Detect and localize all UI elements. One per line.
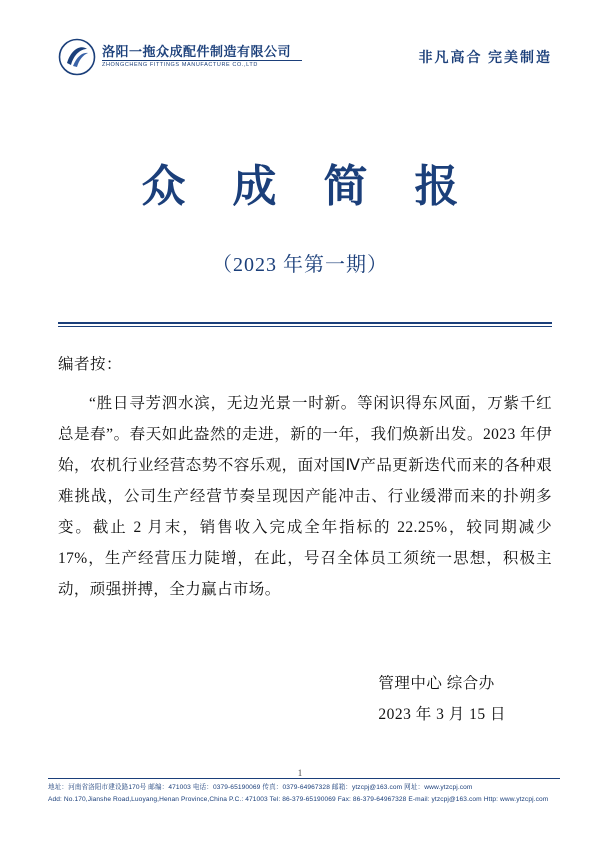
footer-contact-en: Add: No.170,Jianshe Road,Luoyang,Henan Province,China P.C.: 471003 Tel: 86-379-65190069 Fax: 86-379-64967328 E-mail: ytzcpj@163.com Http: www.ytzcpj.com <box>48 795 549 803</box>
footer-contact-cn: 地址：河南省洛阳市建设路170号 邮编：471003 电话：0379-65190069 传真：0379-64967328 邮箱：ytzcpj@163.com 网址：www.ytzcpj.com <box>48 784 473 791</box>
brand-underline <box>102 60 302 61</box>
footer-divider <box>48 778 560 779</box>
header-divider <box>58 322 552 327</box>
company-slogan: 非凡高合 完美制造 <box>418 51 552 66</box>
company-name-block <box>102 45 302 69</box>
document-header <box>58 34 552 80</box>
company-swoosh-logo-icon <box>58 38 96 76</box>
document-body <box>58 352 552 605</box>
issue-number: （2023 年第一期） <box>212 254 388 276</box>
document-footer <box>48 782 560 805</box>
company-name-en: ZHONGCHENG FITTINGS MANUFACTURE CO.,LTD <box>102 62 258 69</box>
signature-block <box>378 668 506 730</box>
company-brand <box>58 38 302 76</box>
page-number: 1 <box>297 768 303 778</box>
company-name-cn: 洛阳一拖众成配件制造有限公司 <box>102 43 292 59</box>
divider-thin-rule <box>58 326 552 327</box>
body-paragraph: “胜日寻芳泗水滨，无边光景一时新。等闲识得东风面，万紫千红总是春”。春天如此盎然的走进，新的一年，我们焕新出发。2023 年伊始，农机行业经营态势不容乐观，面对国Ⅳ产品更新迭代而来的各种艰难挑战，公司生产经营节奏呈现因产能冲击、行业缓滞而来的扑朔多变。截止 2 月末，销售收入完成全年指标的 22.25%，较同期减少 17%，生产经营压力陡增，在此，号召全体员工须统一思想，积极主动，顽强拼搏，全力赢占市场。 <box>58 395 552 598</box>
page-title: 众 成 简 报 <box>141 162 477 211</box>
signature-date: 2023 年 3 月 15 日 <box>378 706 506 723</box>
divider-thick-rule <box>58 322 552 324</box>
signature-org: 管理中心 综合办 <box>378 675 495 692</box>
editor-note-label: 编者按： <box>58 356 123 373</box>
